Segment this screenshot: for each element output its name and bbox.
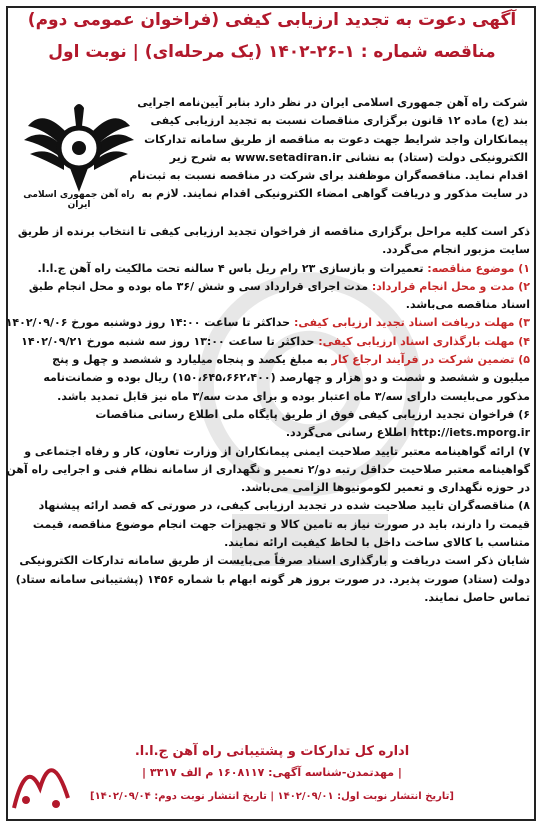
item-text: ۸) مناقصه‌گران تایید صلاحیت شده در تجدید ارزیابی کیفی، در صورتی که قصد ارائه پیشنهاد bbox=[38, 499, 530, 513]
item-text: متناسب با کالای ساخت داخل با لحاظ کیفیت ارائه نمایند. bbox=[224, 536, 530, 550]
item-text: قیمت را دارند، باید در صورت نیاز به تامین کالا و تجهیزات جهت انجام موضوع مناقصه، قیمت bbox=[32, 517, 530, 531]
body-line bbox=[14, 369, 530, 387]
item-text: تماس حاصل نمایند. bbox=[424, 590, 530, 604]
item-label: ۳) مهلت دریافت اسناد تجدید ارزیابی کیفی: bbox=[293, 316, 530, 330]
item-text: http://iets.mporg.ir اطلاع رسانی می‌گردد. bbox=[285, 426, 530, 440]
item-text: حداکثر تا ساعت ۱۳:۰۰ روز سه شنبه مورخ ۱۴۰۲/۰۹/۲۱ bbox=[21, 334, 319, 348]
ad-title: آگهی دعوت به تجدید ارزیابی کیفی (فراخوان عمومی دوم) bbox=[27, 10, 517, 30]
item-label: ۱) موضوع مناقصه: bbox=[427, 261, 530, 275]
body-line bbox=[6, 461, 530, 479]
item-text: به مبلغ یکصد و پنجاه میلیارد و ششصد و چهل و پنج bbox=[52, 353, 332, 367]
item-text: اسناد مناقصه می‌باشد. bbox=[405, 298, 530, 312]
item-text: مذکور می‌بایست دارای سه/۳ ماه اعتبار بوده و برای مدت سه/۳ ماه نیز قابل تمدید باشد. bbox=[57, 389, 530, 403]
item-text: دولت (ستاد) صورت پذیرد. در صورت بروز هر گونه ابهام با شماره ۱۴۵۶ (پشتیبانی سامانه ستاد) bbox=[15, 572, 530, 586]
newspaper-stamp-icon bbox=[6, 738, 76, 818]
item-text: در حوزه نگهداری و تعمیر لکوموتیوها الزامی می‌باشد. bbox=[240, 481, 530, 495]
intro-paragraph bbox=[129, 94, 528, 204]
body-line bbox=[14, 534, 530, 552]
body-line bbox=[14, 516, 530, 534]
body-line bbox=[5, 314, 530, 332]
railway-logo-icon bbox=[18, 96, 140, 204]
item-label: ۵) تضمین شرکت در فرآیند ارجاع کار bbox=[331, 353, 530, 367]
item-text: شایان ذکر است دریافت و بارگذاری اسناد صرفاً می‌بایست از طریق سامانه تدارکات الکترونیکی bbox=[19, 554, 530, 568]
body-line bbox=[14, 260, 530, 278]
logo-caption: راه آهن جمهوری اسلامی ایران bbox=[23, 190, 135, 210]
body-line bbox=[14, 278, 530, 296]
tender-number: مناقصه شماره : ۱-۲۶-۱۴۰۲ (یک مرحله‌ای) | نوبت اول bbox=[48, 42, 496, 62]
body-line bbox=[14, 497, 530, 515]
item-text: گواهینامه معتبر صلاحیت حداقل رتبه دو/۲ تعمیر و نگهداری از سامانه نظام فنی و اجرایی راه آهن bbox=[6, 462, 530, 476]
body-line bbox=[14, 406, 530, 424]
body-line bbox=[14, 388, 530, 406]
item-text: میلیون و ششصد و شصت و دو هزار و چهارصد (۱۵۰،۶۴۵،۶۶۲،۴۰۰) ریال بوده و ضمانت‌نامه bbox=[43, 371, 530, 385]
ad-body bbox=[5, 223, 530, 607]
item-text: حداکثر تا ساعت ۱۴:۰۰ روز دوشنبه مورخ ۱۴۰۲/۰۹/۰۶ bbox=[5, 316, 294, 330]
body-line bbox=[14, 223, 530, 241]
intro-line: اقدام نماید. مناقصه‌گران موظفند برای شرکت در مناقصه نسبت به ثبت‌نام bbox=[129, 169, 528, 183]
intro-line: الکترونیکی دولت (ستاد) به نشانی www.setadiran.ir به شرح زیر bbox=[169, 150, 528, 164]
body-line bbox=[14, 424, 530, 442]
body-line bbox=[14, 333, 530, 351]
intro-line: پیمانکاران واجد شرایط جهت دعوت به مناقصه از طریق سامانه تدارکات bbox=[144, 132, 528, 146]
item-text: سایت مزبور انجام می‌گردد. bbox=[382, 243, 530, 257]
body-line bbox=[14, 479, 530, 497]
ad-identifiers: | مهدتمدن-شناسه آگهی: ۱۶۰۸۱۱۷ م الف ۳۳۱۷ | bbox=[142, 766, 402, 779]
intro-line: بند (ج) ماده ۱۲ قانون برگزاری مناقصات نسبت به تجدید ارزیابی کیفی bbox=[150, 114, 528, 128]
item-text: ۷) ارائه گواهینامه معتبر تایید صلاحیت ایمنی پیمانکاران از وزارت تعاون، کار و رفاه اجتماعی و bbox=[24, 444, 530, 458]
publication-dates: [تاریخ انتشار نوبت اول: ۱۴۰۲/۰۹/۰۱ | تاریخ انتشار نوبت دوم: ۱۴۰۲/۰۹/۰۴] bbox=[90, 791, 454, 802]
issuer-office: اداره کل تدارکات و پشتیبانی راه آهن ج.ا.ا. bbox=[134, 744, 410, 759]
item-label: ۴) مهلت بارگذاری اسناد ارزیابی کیفی: bbox=[318, 334, 530, 348]
body-line bbox=[14, 552, 530, 570]
body-line bbox=[14, 443, 530, 461]
body-line bbox=[14, 241, 530, 259]
item-text: تعمیرات و بازسازی ۲۳ رام ریل باس ۴ سالنه تحت مالکیت راه آهن ج.ا.ا. bbox=[37, 261, 428, 275]
item-text: ۶) فراخوان تجدید ارزیابی کیفی فوق از طریق پایگاه ملی اطلاع رسانی مناقصات bbox=[95, 407, 530, 421]
body-line bbox=[14, 351, 530, 369]
item-label: ۲) مدت و محل انجام قرارداد: bbox=[371, 279, 530, 293]
body-line bbox=[14, 571, 530, 589]
intro-line: شرکت راه آهن جمهوری اسلامی ایران در نظر دارد بنابر آیین‌نامه اجرایی bbox=[137, 96, 528, 109]
item-text: مدت اجرای قرارداد سی و شش /۳۶ ماه بوده و محل انجام طبق bbox=[28, 279, 372, 293]
intro-line: در سایت مذکور و دریافت گواهی امضاء الکترونیکی اقدام نمایند. لازم به bbox=[141, 187, 528, 201]
item-text: ذکر است کلیه مراحل برگزاری مناقصه از فراخوان تجدید ارزیابی کیفی تا انتخاب برنده از طریق bbox=[17, 225, 530, 238]
body-line bbox=[14, 589, 530, 607]
body-line bbox=[14, 296, 530, 314]
